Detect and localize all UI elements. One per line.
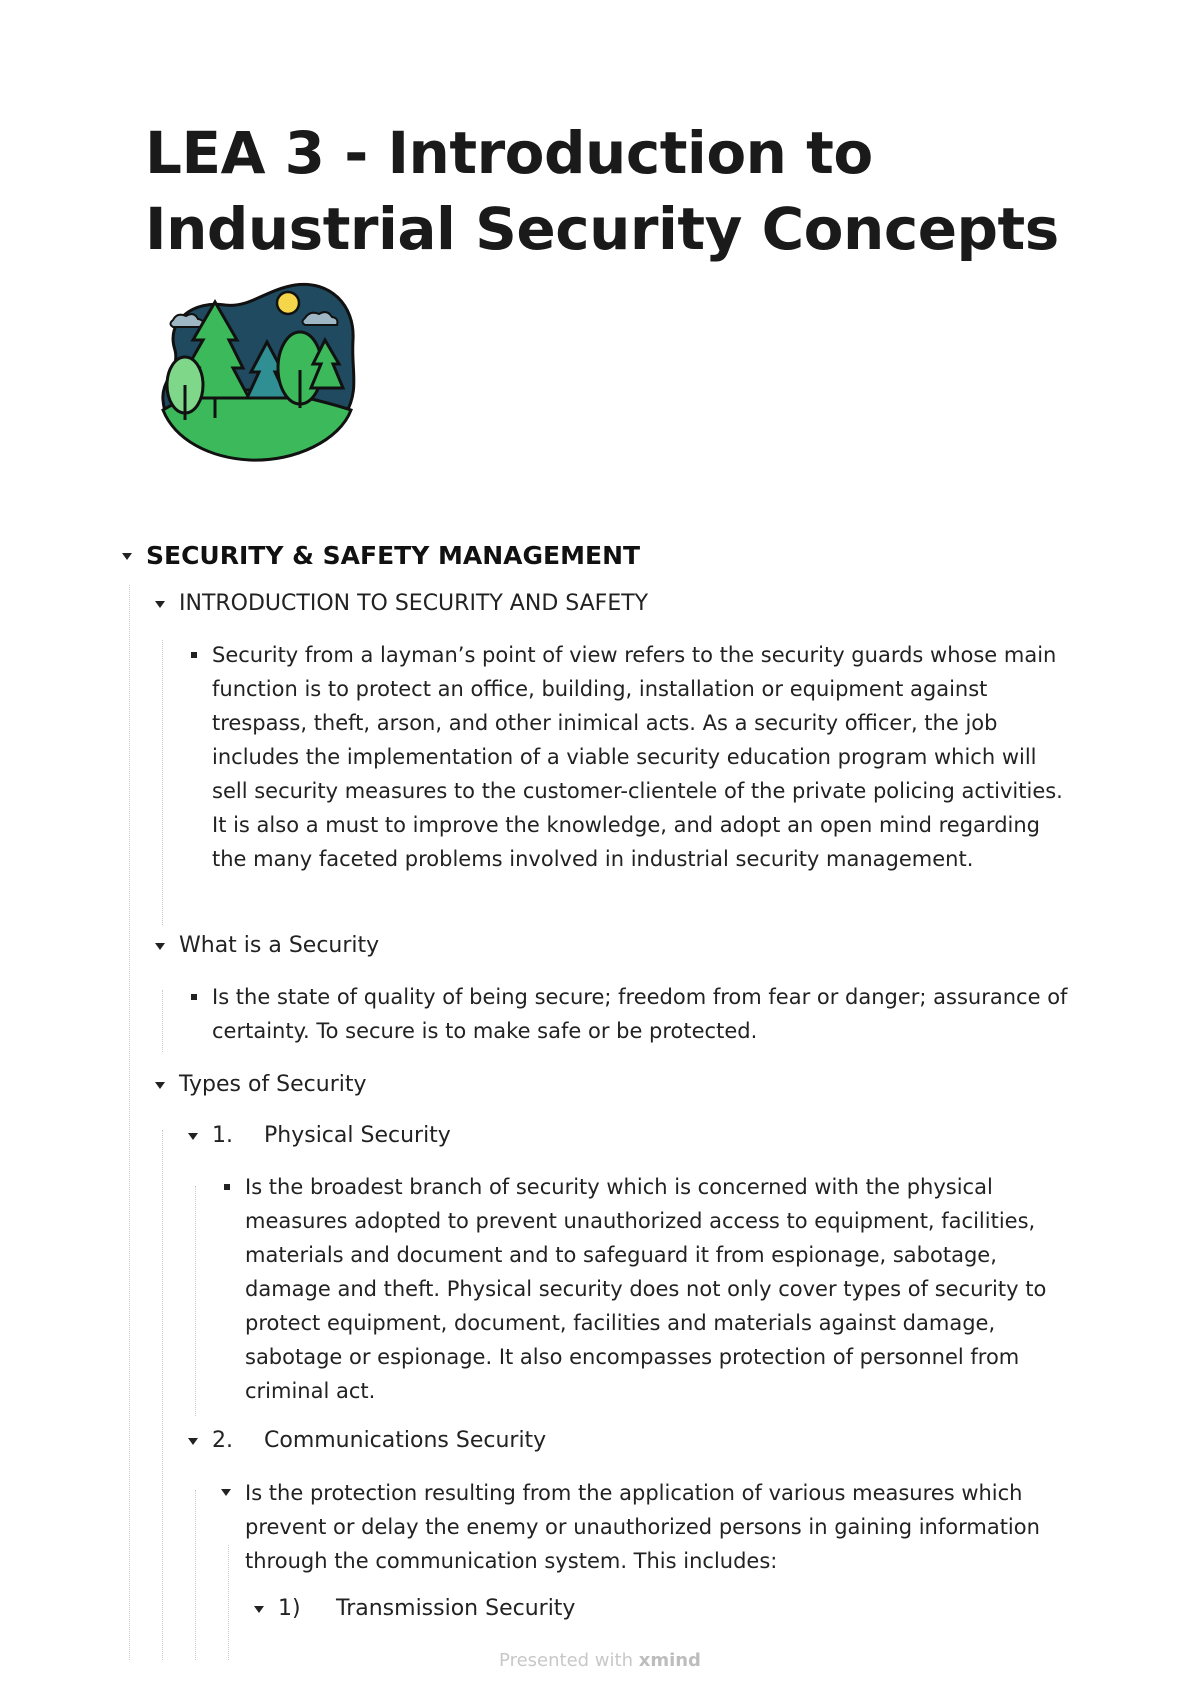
topic-number: 1) <box>278 1596 301 1621</box>
caret-down-icon[interactable] <box>188 1438 198 1445</box>
topic-number: 1. <box>212 1123 233 1148</box>
topic-label: INTRODUCTION TO SECURITY AND SAFETY <box>179 591 649 616</box>
topic-label: What is a Security <box>179 933 380 958</box>
footer-credit <box>0 1650 1200 1671</box>
caret-down-icon[interactable] <box>221 1489 231 1496</box>
tree-line-level1 <box>129 585 130 1660</box>
topic-communications-security[interactable] <box>188 1426 546 1456</box>
topic-intro-text[interactable] <box>191 638 1071 876</box>
topic-label: SECURITY & SAFETY MANAGEMENT <box>146 541 641 570</box>
topic-label: Types of Security <box>179 1072 367 1097</box>
bullet-icon <box>191 652 197 658</box>
caret-down-icon[interactable] <box>155 943 165 950</box>
page-title: LEA 3 - Introduction to Industrial Security Concepts <box>145 119 1059 263</box>
caret-down-icon[interactable] <box>155 1082 165 1089</box>
topic-text: Is the protection resulting from the application of various measures which prevent or delay the enemy or unauthorized persons in gaining information through the communication system. This includes: <box>245 1481 1040 1573</box>
topic-label: Communications Security <box>264 1428 547 1453</box>
topic-types-of-security[interactable] <box>155 1070 367 1100</box>
topic-label: Physical Security <box>264 1123 451 1148</box>
caret-down-icon[interactable] <box>254 1606 264 1613</box>
tree-line-level2-intro <box>162 640 163 925</box>
topic-text: Is the state of quality of being secure; freedom from fear or danger; assurance of certainty. To secure is to make safe or be protected. <box>212 985 1068 1043</box>
caret-down-icon[interactable] <box>188 1133 198 1140</box>
topic-what-text[interactable] <box>191 980 1071 1048</box>
footer-brand: xmind <box>638 1650 701 1671</box>
topic-intro-security-safety[interactable] <box>155 589 648 619</box>
topic-physical-security[interactable] <box>188 1121 451 1151</box>
topic-text: Is the broadest branch of security which is concerned with the physical measures adopted to prevent unauthorized access to equipment, facilities, materials and document and to safeguard it from espionage, sabotage, damage and theft. Physical security does not only cover types of security to protect equipment, document, facilities and materials against damage, sabotage or espionage. It also encompasses protection of personnel from criminal act. <box>245 1175 1047 1403</box>
topic-label: Transmission Security <box>336 1596 576 1621</box>
forest-illustration <box>155 280 365 465</box>
tree-line-level3-comms <box>195 1490 196 1660</box>
bullet-icon <box>191 994 197 1000</box>
topic-security-safety-management[interactable] <box>122 540 640 572</box>
caret-down-icon[interactable] <box>122 553 132 560</box>
tree-line-level3-physical <box>195 1186 196 1416</box>
topic-communications-text[interactable] <box>221 1476 1071 1578</box>
bullet-icon <box>224 1184 230 1190</box>
caret-down-icon[interactable] <box>155 601 165 608</box>
tree-line-level2-what <box>162 990 163 1052</box>
topic-physical-text[interactable] <box>224 1170 1074 1408</box>
topic-what-is-security[interactable] <box>155 931 379 961</box>
topic-number: 2. <box>212 1428 233 1453</box>
topic-text: Security from a layman’s point of view refers to the security guards whose main function is to protect an office, building, installation or equipment against trespass, theft, arson, and other inimical acts. As a security officer, the job includes the implementation of a viable security education program which will sell security measures to the customer-clientele of the private policing activities. It is also a must to improve the knowledge, and adopt an open mind regarding the many faceted problems involved in industrial security management. <box>212 643 1063 871</box>
tree-line-level2-types <box>162 1130 163 1660</box>
topic-transmission-security[interactable] <box>254 1594 575 1624</box>
footer-prefix: Presented with <box>499 1650 639 1671</box>
